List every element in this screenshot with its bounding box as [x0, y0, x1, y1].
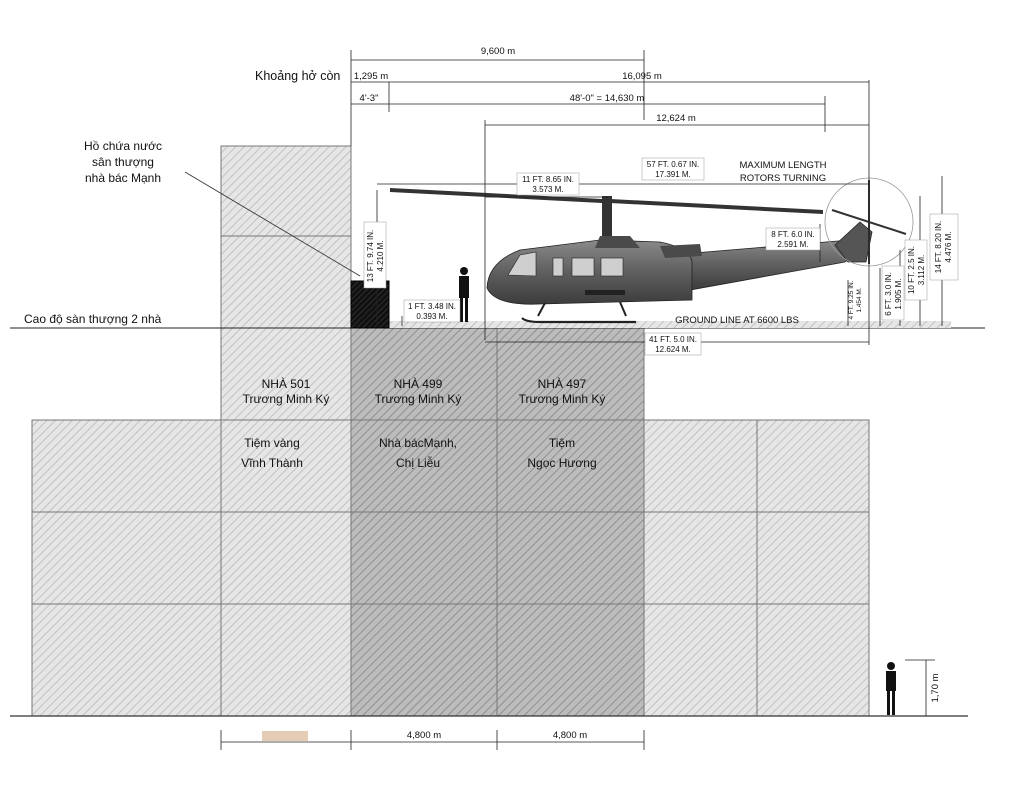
dim-4800-b: 4,800 m — [552, 730, 588, 741]
tank-note-line3: nhà bác Mạnh — [84, 171, 162, 185]
dim-1ft-line1: 1 FT. 3.48 IN. — [407, 302, 457, 311]
dim-4800-a: 4,800 m — [406, 730, 442, 741]
dim-1295: 1,295 m — [353, 71, 389, 82]
dim-14ft-line2: 4.476 M. — [944, 231, 953, 263]
dim-41ft-line2: 12.624 M. — [655, 345, 691, 354]
dim-1ft-line2: 0.393 M. — [416, 312, 448, 321]
dim-13ft-line2: 4.210 M. — [376, 240, 385, 272]
house-499-name: NHÀ 499 — [393, 377, 443, 391]
dim-12624: 12,624 m — [656, 113, 696, 124]
dim-9600: 9,600 m — [480, 46, 516, 57]
person-roof — [459, 267, 469, 322]
clearance-title: Khoảng hở còn — [255, 69, 341, 83]
dim-4ft-line1: 4 FT. 9.25 IN. — [848, 280, 855, 320]
max-length-line2: ROTORS TURNING — [739, 173, 827, 184]
house-497-name: NHÀ 497 — [537, 377, 587, 391]
tank-note-line2: sân thượng — [92, 155, 154, 169]
person-ground — [886, 662, 896, 715]
ground-line-label: GROUND LINE AT 6600 LBS — [675, 315, 799, 326]
house-501-street: Trương Minh Ký — [242, 392, 330, 406]
dim-13ft-line1: 13 FT. 9.74 IN. — [366, 229, 375, 283]
dim-14ft-line1: 14 FT. 8.20 IN. — [934, 220, 943, 274]
dim-11ft-line2: 3.573 M. — [532, 185, 564, 194]
dim-48-0: 48'-0" = 14,630 m — [569, 93, 645, 104]
bottom-marker — [262, 731, 308, 741]
dim-4-3: 4'-3" — [359, 93, 379, 104]
tank-note-line1: Hồ chứa nước — [84, 139, 162, 153]
house-497-shop1: Tiệm — [548, 436, 576, 450]
house-499-shop1: Nhà bácMạnh, — [378, 436, 458, 450]
dim-6ft-line2: 1.905 M. — [894, 278, 903, 310]
max-length-line1: MAXIMUM LENGTH — [739, 160, 827, 171]
dim-57ft-line2: 17.391 M. — [655, 170, 691, 179]
block-left — [32, 420, 221, 716]
roof-level-label: Cao độ sàn thượng 2 nhà — [24, 312, 162, 326]
dim-6ft-line1: 6 FT. 3.0 IN. — [884, 272, 893, 316]
house-499-shop2: Chị Liễu — [395, 456, 441, 470]
dim-4ft-line2: 1.454 M. — [856, 287, 863, 313]
house-501-name: NHÀ 501 — [261, 377, 311, 391]
dim-10ft-line2: 3.112 M. — [917, 254, 926, 286]
house-497-shop2: Ngọc Hương — [527, 456, 597, 470]
house-501-shop2: Vĩnh Thành — [241, 456, 303, 470]
dim-8ft-line2: 2.591 M. — [777, 240, 809, 249]
dim-11ft-line1: 11 FT. 8.65 IN. — [522, 175, 574, 184]
dim-57ft-line1: 57 FT. 0.67 IN. — [646, 160, 700, 169]
dim-16095: 16,095 m — [622, 71, 662, 82]
house-501-shop1: Tiệm vàng — [244, 436, 300, 450]
dim-8ft-line1: 8 FT. 6.0 IN. — [771, 230, 815, 239]
buildings — [10, 146, 968, 716]
house-497-street: Trương Minh Ký — [518, 392, 606, 406]
dim-41ft-line1: 41 FT. 5.0 IN. — [648, 335, 698, 344]
house-499-street: Trương Minh Ký — [374, 392, 462, 406]
helicopter — [390, 178, 913, 322]
dim-170: 1,70 m — [930, 673, 941, 703]
house-501 — [221, 146, 351, 716]
dim-10ft-line1: 10 FT. 2.5 IN. — [907, 245, 916, 295]
